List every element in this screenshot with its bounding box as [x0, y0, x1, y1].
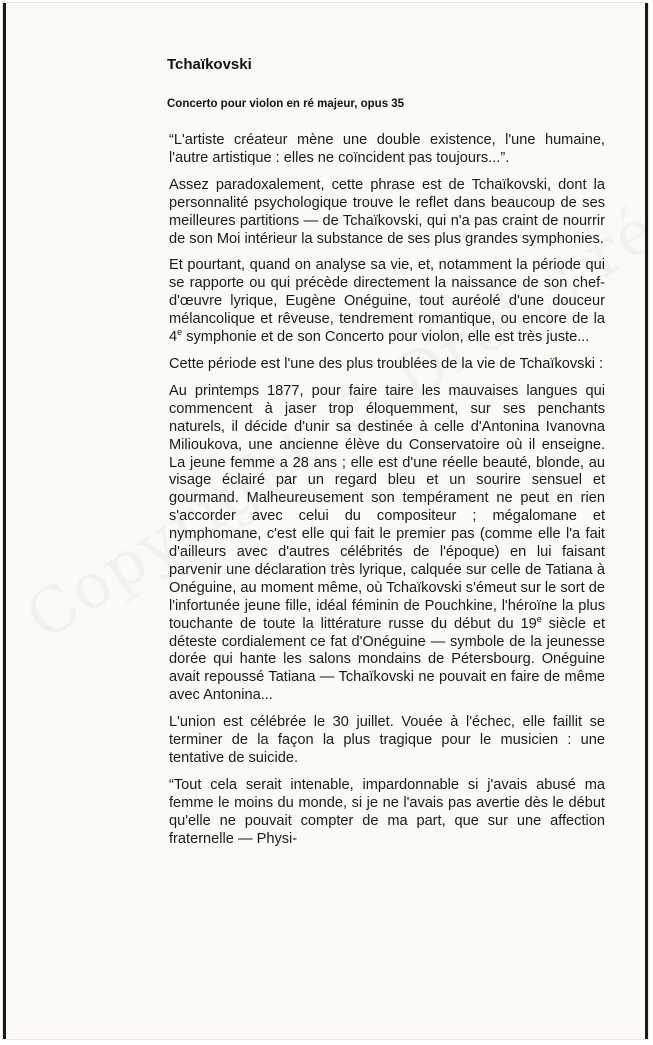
- article-body: [169, 132, 605, 858]
- paragraph-letter-quote: “Tout cela serait intenable, impardonnable si j'avais abusé ma femme le moins du monde, si je ne l'avais pas avertie dès le début qu'elle ne pouvait compter de ma part, que sur une affection fraternelle — Physi-: [169, 776, 605, 847]
- paragraph-analysis-text-b: symphonie et de son Concerto pour violon, elle est très juste...: [182, 329, 590, 346]
- paragraph-analysis: [169, 257, 605, 347]
- paragraph-spring-text-b: siècle et déteste cordialement ce fat d'Onéguine — symbole de la jeunesse dorée qui hante les salons mondains de Pétersbourg. Onéguine avait repoussé Tatiana — Tchaïkovski ne pouvait en faire de même avec Antonina...: [169, 615, 605, 704]
- paragraph-union: L'union est célébrée le 30 juillet. Vouée à l'échec, elle faillit se terminer de la façon la plus tragique pour le musicien : une tentative de suicide.: [169, 714, 605, 766]
- scan-edge-left: [3, 3, 6, 1039]
- paragraph-spring-1877: [169, 383, 605, 705]
- page-subtitle: Concerto pour violon en ré majeur, opus 35: [167, 98, 405, 110]
- paragraph-paradox: Assez paradoxalement, cette phrase est de Tchaïkovski, dont la personnalité psychologique trouve le reflet dans beaucoup de ses meilleures partitions — de Tchaïkovski, qui n'a pas craint de nourrir de son Moi intérieur la substance de ses plus grandes symphonies.: [169, 176, 605, 247]
- page-title: Tchaïkovski: [167, 56, 252, 73]
- paragraph-analysis-text-a: Et pourtant, quand on analyse sa vie, et, notamment la période qui se rapporte ou qui précède directement la naissance de son chef-d'œuvre lyrique, Eugène Onéguine, tout auréolé d'une douceur mélancolique et rêveuse, tendrement romantique, ou encore de la 4: [169, 257, 605, 346]
- document-page: [3, 3, 648, 1039]
- ordinal-superscript: e: [177, 327, 183, 338]
- scan-edge-right: [645, 3, 648, 1039]
- paragraph-troubled-period: Cette période est l'une des plus troublées de la vie de Tchaïkovski :: [169, 355, 604, 372]
- paragraph-quote-intro: “L'artiste créateur mène une double existence, l'une humaine, l'autre artistique : elles ne coïncident pas toujours...”.: [169, 132, 605, 166]
- paragraph-spring-text-a: Au printemps 1877, pour faire taire les mauvaises langues qui commencent à jaser trop éloquemment, sur ses penchants naturels, il décide d'unir sa destinée à celle d'Antonina Ivanovna Milioukova, une ancienne élève du Conservatoire où il enseigne. La jeune femme a 28 ans ; elle est d'une réelle beauté, blonde, au visage éclairé par un regard bleu et un sourire sensuel et gourmand. Malheureusement son tempérament ne peut en rien s'accorder avec celui du compositeur ; mégalomane et nymphomane, c'est elle qui fait le premier pas (comme elle l'a fait d'ailleurs avec d'autres célébrités de l'époque) en lui faisant parvenir une déclaration très lyrique, calquée sur celle de Tatiana à Onéguine, au moment même, où Tchaïkovski s'émeut sur le sort de l'infortunée jeune fille, idéal féminin de Pouchkine, l'héroïne la plus touchante de toute la littérature russe du début du 19: [169, 382, 605, 632]
- century-superscript: e: [536, 613, 542, 624]
